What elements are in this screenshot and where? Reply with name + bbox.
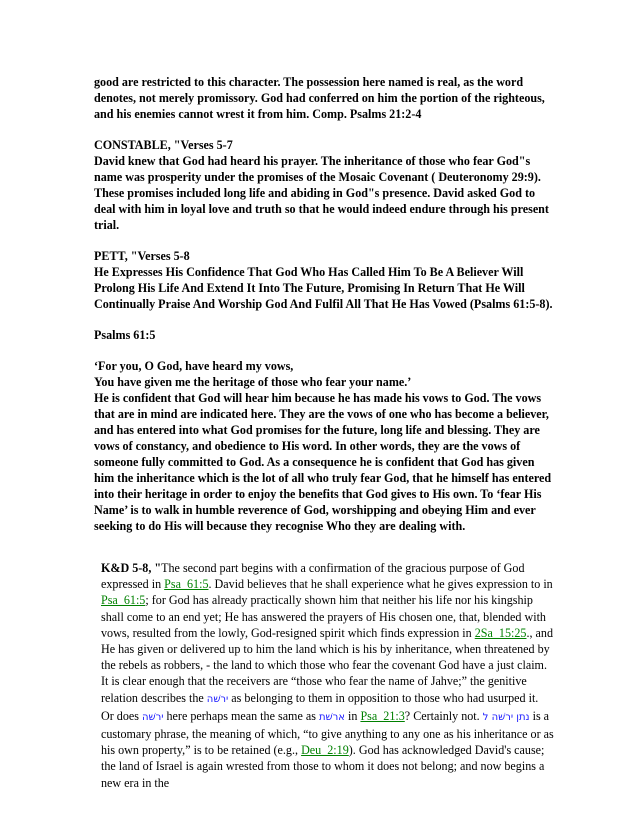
kd-text: as belonging to them in opposition to those who had usurped it. Or does <box>101 690 539 723</box>
kd-text: . David believes that he shall experience what he gives expression to in <box>208 577 553 592</box>
paragraph-intro: good are restricted to this character. The possession here named is real, as the word denotes, not merely promissory. God had conferred on him the portion of the righteous, and his enemies cannot wrest it from him. Comp. Psalms 21:2-4 <box>94 75 545 121</box>
hebrew-phrase: נתן ירשּׁה ל <box>482 711 530 723</box>
kd-text: ., and He has given or delivered up to him the land which is his by inheritance, when threatened by the rebels as robbers, - the land to which those who fear the covenant God have a just claim. It is clear enough that the receivers are “those who fear the name of Jahve;” the genitive relation describes the <box>101 625 554 705</box>
pett-heading: PETT, "Verses 5-8 <box>94 249 190 263</box>
kd-text: ; for God has already practically shown him that neither his life nor his kingship shall come to an end yet; He has answered the prayers of His chosen one, that, blended with vows, resulted from the lowly, God-resigned spirit which finds expression in <box>101 593 546 640</box>
scripture-link[interactable]: Psa_21:3 <box>360 708 405 723</box>
hebrew-word: ירשּׁה <box>206 693 229 705</box>
kd-text: The second part begins with a confirmation of the gracious purpose of God expressed in <box>101 561 525 592</box>
scripture-link[interactable]: Psa_61:5 <box>101 593 146 608</box>
kd-paragraph <box>94 560 554 791</box>
kd-text: ? Certainly not. <box>404 708 483 723</box>
psalm-reference: Psalms 61:5 <box>94 328 156 342</box>
scripture-link[interactable]: Psa_61:5 <box>164 577 209 592</box>
constable-body: David knew that God had heard his prayer. The inheritance of those who fear God"s name was prosperity under the promises of the Mosaic Covenant ( Deuteronomy 29:9). These promises included long life and abiding in God"s presence. David asked God to deal with him in loyal love and truth so that he would indeed endure through his present trial. <box>94 154 549 232</box>
scripture-link[interactable]: 2Sa_15:25 <box>474 625 527 640</box>
kd-text: is a customary phrase, the meaning of which, “to give anything to any one as his inheritance or as his own property,” is to be retained (e.g., <box>101 708 554 758</box>
scripture-link[interactable]: Deu_2:19 <box>301 743 349 758</box>
quote-line-2: You have given me the heritage of those who fear your name.’ <box>94 375 412 389</box>
pett-body: He Expresses His Confidence That God Who Has Called Him To Be A Believer Will Prolong His Life And Extend It Into The Future, Promising In Return That He Will Continually Praise And Worship God And Fulfil All That He Has Vowed (Psalms 61:5-8). <box>94 265 553 311</box>
quote-line-1: ‘For you, O God, have heard my vows, <box>94 359 294 373</box>
kd-text: in <box>344 708 361 723</box>
hebrew-word: ירשּׁה <box>141 711 164 723</box>
kd-heading: K&D 5-8, " <box>101 561 162 575</box>
hebrew-word: ארשׁת <box>318 711 345 723</box>
kd-text: here perhaps mean the same as <box>163 708 319 723</box>
commentary: He is confident that God will hear him because he has made his vows to God. The vows that are in mind are indicated here. They are the vows of one who has become a believer, and has entered into what God promises for the future, long life and blessing. They are vows of constancy, and obedience to His word. In other words, they are the vows of someone fully committed to God. As a consequence he is confident that God has given him the inheritance which is the lot of all who truly fear God, that he himself has entered into their heritage in order to enjoy the benefits that God gives to His own. To ‘fear His Name’ is to walk in humble reverence of God, worshipping and obeying Him and ever seeking to do His will because they recognise Who they are dealing with. <box>94 391 552 533</box>
document-page <box>94 74 554 791</box>
kd-text: ). God has acknowledged David's cause; the land of Israel is again wrested from those to whom it does not belong; and now begins a new era in the <box>101 743 545 790</box>
constable-heading: CONSTABLE, "Verses 5-7 <box>94 138 233 152</box>
